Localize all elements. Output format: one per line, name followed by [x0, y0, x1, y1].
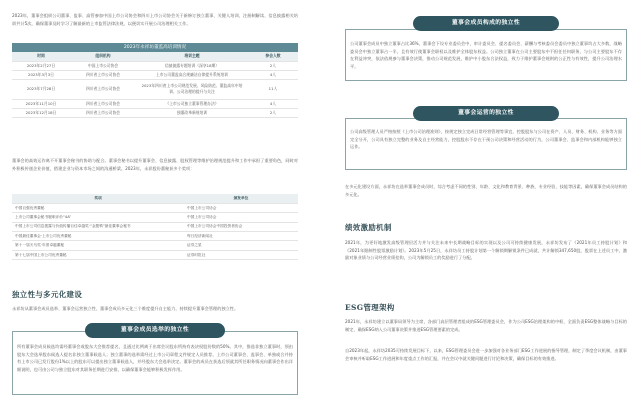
- header-organizer: 组织机构: [70, 52, 136, 61]
- cell-topic: 2023年四川省上市公司规范发展、风险防范、董监高年中培训、公司治理的提升与关注: [136, 79, 248, 99]
- incentive-paragraph: 2021年，为更好地激发高级管理层活力并与关注未来中长期战略目标的实现以及公司可持续健康发展，永祥坊发布了《2021年员工持股计划》和《2021年限制性股票激励计划》。2023年5月25日，永祥坊员工持股计划第一个解锁期解锁条件已成就，共计解锁347,650股，股票在上述员工中，激励对象业绩与公司经营业绩挂钩，公司为解锁员工的奖励进行了分配。: [345, 240, 627, 261]
- cell-issuer: 证券之星: [184, 241, 298, 250]
- cell-issuer: 中国上市公司协会: [184, 203, 298, 212]
- cell-attendees: 4人: [248, 99, 298, 108]
- awards-table-header: [12, 194, 298, 203]
- cell-issuer: 证券时报社: [184, 250, 298, 259]
- pill-operation-independence: 董事会运营的独立性: [413, 106, 559, 121]
- header-attendees: 参会人数: [248, 52, 298, 61]
- diversity-paragraph: 在多元化建设方面，永祥坊在选举董事会成员时，综合考虑不同的性别、年龄、文化和教育背景、种族、专业经验、技能等因素，确保董事会成员结构的多元化。: [345, 184, 627, 197]
- independence-box: [12, 331, 298, 395]
- independence-paragraph: 永祥坊从董事会成员选举、董事会运营独立性、董事会成员多元化三个维度提升自主能力，持续提升董事会管理的独立性。: [12, 306, 239, 311]
- table-row: [12, 250, 298, 259]
- cell-award: 第十七届中国上市公司优秀董秘: [12, 250, 184, 259]
- operation-box: [345, 118, 627, 170]
- cell-date: 2023年11月10日: [12, 99, 70, 108]
- cell-date: 2023年7月28日: [12, 79, 70, 99]
- cell-attendees: 2人: [248, 61, 298, 70]
- cell-issuer: 每日经济新闻社: [184, 232, 298, 241]
- operation-box-text: 公司高级管理人员严格按照《上市公司治理准则》，按规定独立完成日常经营管理等事宜，控股股东与公司在资产、人员、财务、机构、业务等方面完全分开，公司具有独立完整的业务及自主经营能力，控股股东不存在干预公司决策和经营活动的行为，公司董事会、监事会和内部机构能够独立运作。: [350, 129, 622, 150]
- composition-box: [345, 29, 627, 81]
- training-table: [12, 43, 298, 118]
- table-row: [12, 241, 298, 250]
- cell-organizer: 中国上市公司协会: [70, 61, 136, 70]
- table-row: [12, 61, 298, 70]
- cell-award: 第十一届天马奖·年度卓越董秘: [12, 241, 184, 250]
- section-title-esg: ESG管理架构: [345, 303, 395, 312]
- cell-award: 中国最佳董事会·上市公司优秀董秘: [12, 232, 184, 241]
- cell-date: 2023年2月27日: [12, 61, 70, 70]
- table-row: [12, 203, 298, 212]
- cell-topic: 上市公司董监高合规廉洁自律提升系统培训: [136, 70, 248, 79]
- pill-composition-independence: 董事会成员构成的独立性: [413, 16, 559, 31]
- cell-award: 中国百强优秀董秘: [12, 203, 184, 212]
- table-row: [12, 79, 298, 99]
- cell-organizer: 四川省上市公司协会: [70, 99, 136, 108]
- table-row: [12, 99, 298, 108]
- intro-paragraph: 2023年，董事会组织公司董事、监事、高管参加中国上市公司协会和四川上市公司协会关于新修订独立董事、关键人培训、注册制解读、信息披露相关培训共计5次，确保董事及时学习了解最新的上市监管法律法规，以便切实开展公司治理相关工作。: [12, 13, 298, 26]
- section-title-incentive: 绩效激励机制: [345, 223, 392, 232]
- cell-award: 中国上市公司信息披露与价值传播百佳卓越奖·“金揽鸭”最佳董事会秘书: [12, 222, 184, 231]
- cell-topic: 《上市公司独立董事管理办法》: [136, 99, 248, 108]
- cell-attendees: 11人: [248, 79, 298, 99]
- cell-organizer: 四川省上市公司协会: [70, 108, 136, 117]
- cell-organizer: 四川省上市公司协会: [70, 70, 136, 79]
- cell-date: 2023年12月18日: [12, 108, 70, 117]
- independence-box-text: 所有董事会成员候选均需经董事会或股东大会推荐提名，且通过比例离于出席会议股东所持有表决权股份数的50%。其中，推选非独立董事时，须由股东大会选举股东候选人提名非独立董事候选人；独立董事的选举需经过上市公司章程文件规定人员推荐，上市公司董事会、监事会、单独或合并持有上市公司已发行股份1%以上的股东可以提出独立董事候选人，并经股东大会选举决定。董事会的成员在获选后须就其所任职务情况向董事会作出详细说明，也可由公司与独立股东对其职务任期进行安排，以确保董事会能够积极发挥作用。: [17, 344, 293, 372]
- header-issuer: 颁发单位: [184, 194, 298, 203]
- cell-issuer: 中国上市公司协会: [184, 213, 298, 222]
- cell-attendees: 2人: [248, 108, 298, 117]
- composition-box-text: 公司董事会成员中独立董事占比36%，董事会下设专业委员会中，审计委员会、提名委员会、薪酬与考核委员会委员中独立董事均占大多数，战略委员会中独立董事占一半，且有效行使董事会职权以及维护全体股东权益。公司独立董事在公司主要股东中不担任任何职务，与公司主要股东不存在利益冲突，依法依规参与董事会决策，推动公司规范发展，维护中小股东合法权益，致力于维护董事会规则的公正性与有效性，提升公司治理水平。: [350, 41, 622, 69]
- cell-topic: 信披披露专题培训（深享18期）: [136, 61, 248, 70]
- cell-date: 2023年3月3日: [12, 70, 70, 79]
- cell-award: 上市公司董事会秘书履职评价“4A”: [12, 213, 184, 222]
- cell-attendees: 4人: [248, 70, 298, 79]
- table-row: [12, 222, 298, 231]
- cell-issuer: 中国上市公司协会中国投资者协会: [184, 222, 298, 231]
- table-row: [12, 70, 298, 79]
- esg-paragraph-1: 2021年，永祥坊建立以董事局领导为主席，各部门高层管理者组成的ESG管理委员会，作为公司ESG治理架构的中枢，全面负责ESG整体战略与目标的制定、确保ESG纳入公司董事决策并推进ESG管理要素的完成。: [345, 319, 627, 332]
- table-row: [12, 232, 298, 241]
- header-topic: 培训主题: [136, 52, 248, 61]
- header-date: 时间: [12, 52, 70, 61]
- table-row: [12, 213, 298, 222]
- section-title-independence: 独立性与多元化建设: [12, 290, 83, 299]
- pill-election-independence: 董事会成员选举的独立性: [85, 323, 225, 338]
- awards-table: [12, 194, 298, 260]
- table-row: [12, 108, 298, 117]
- training-table-header: [12, 52, 298, 61]
- header-award: 奖项: [12, 194, 184, 203]
- cell-topic: 独董改革新规培训: [136, 108, 248, 117]
- esg-paragraph-2: 自2023年起，永祥坊2035可持续发展目标下，以来，ESG管理委员会进一步加强对各业务部门ESG工作进展的指导管理，制定了季度会议机制，由董事会审核并听取ESG工作进展和年度重点工作的汇报，并在会议中就关键问题进行讨论和决策，确保目标的有效推进。: [345, 348, 627, 361]
- cell-organizer: 四川省上市公司协会: [70, 79, 136, 99]
- awards-intro-paragraph: 董事会的高效运作离不开董事会秘书的协助与配合。董事会秘书以提升董事会、信息披露、股权管理等维护治理规范提升和工作中承担了重要角色，同时对外积极传递企业价值，搭建企业与资本市场之间的沟通桥梁。2023年，永祥股份董秘获多个奖项：: [12, 158, 298, 171]
- training-table-title: 2023年永祥坊董监高培训情况: [12, 43, 298, 52]
